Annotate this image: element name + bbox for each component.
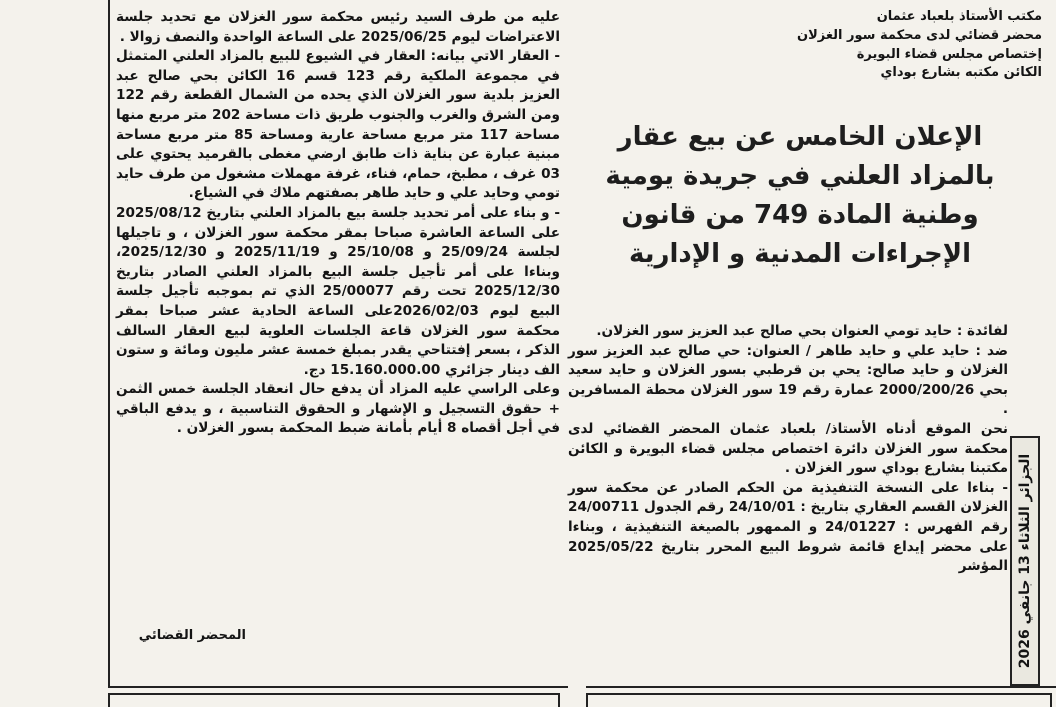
issue-date-text: الجزائر الثلاثاء 13 جانفي 2026 [1017, 453, 1033, 669]
issue-date-label [1010, 436, 1040, 686]
left-paragraph-3: - و بناء على أمر تحديد جلسة بيع بالمزاد العلني بتاريخ 2025/08/12 على الساعة العاشرة صباحا بمقر محكمة سور الغزلان ، و تاجيلها لجلسة 25/09/24 و 25/10/08 و 2025/11/19 و 2025/12/30، وبناءا على أمر تأجيل جلسة البيع بالمزاد العلني الصادر بتاريخ 2025/12/30 تحت رقم 25/00077 الذي تم بموجبه تأجيل جلسة البيع ليوم 2026/02/03على الساعة الحادية عشر صباحا بمقر محكمة سور الغزلان قاعة الجلسات العلوية لبيع العقار السالف الذكر ، بسعر إفتتاحي يقدر بمبلغ خمسة عشر مليون ومائة و ستون الف دينار جزائري 15.160.000.00 دج. [116, 204, 560, 378]
office-line-1: مكتب الأستاذ بلعباد عثمان [876, 9, 1042, 24]
next-article-box-left [108, 693, 560, 707]
left-column [116, 8, 560, 439]
column-divider [108, 0, 110, 688]
office-line-4: الكائن مكتبه بشارع بوداي [880, 65, 1042, 81]
left-paragraph-4: وعلى الراسي عليه المزاد أن يدفع حال انعقاد الجلسة خمس الثمن + حقوق التسجيل و الإشهار و الحقوق التناسبية ، و يدفع الباقي في أجل أقصاه 8 أيام بأمانة ضبط المحكمة بسور الغزلان . [116, 381, 560, 437]
office-line-2: محضر قضائي لدى محكمة سور الغزلان [796, 27, 1042, 43]
right-column-body [568, 322, 1008, 577]
right-paragraph-1: لفائدة : حايد تومي العنوان بحي صالح عبد العزيز سور الغزلان. [596, 323, 1008, 339]
bottom-rule-right [586, 686, 1056, 688]
announcement-title: الإعلان الخامس عن بيع عقار بالمزاد العلني في جريدة يومية وطنية المادة 749 من قانون الإجراءات المدنية و الإدارية [605, 122, 995, 269]
right-paragraph-4: - بناءا على النسخة التنفيذية من الحكم الصادر عن محكمة سور الغزلان القسم العقاري بتاريخ : 24/10/01 رقم الجدول 24/00711 رقم الفهرس : 24/01227 و الممهور بالصيغة التنفيذية ، وبناءا على محضر إيداع قائمة شروط البيع المحرر بتاريخ 2025/05/22 المؤشر [568, 479, 1008, 575]
next-article-box-right [586, 693, 1052, 707]
office-line-3: إختصاص مجلس قضاء البويرة [856, 46, 1042, 62]
left-paragraph-2: - العقار الاتي بيانه: العقار في الشيوع للبيع بالمزاد العلني المتمثل في مجموعة الملكية رقم 123 قسم 16 الكائن بحي صالح عبد العزيز بلدية سور الغزلان الذي يحده من الشمال القطعة رقم 122 ومن الشرق والغرب والجنوب طريق ذات مساحة 202 متر مربع منها مساحة 117 متر مربع مساحة عارية ومساحة 85 متر مربع مساحة مبنية عبارة عن بناية ذات طابق ارضي مغطى بالقرميد يحتوي على 03 غرف ، مطبخ، حمام، فناء، غرفة مهملات مشغول من طرف حايد تومي وحايد علي و حايد طاهر بصفتهم ملاك في الشياع. [116, 48, 560, 202]
signature: المحضر القضائي [138, 628, 246, 643]
right-paragraph-3: نحن الموقع أدناه الأستاذ/ بلعباد عثمان المحضر القضائي لدى محكمة سور الغزلان دائرة اختصاص مجلس قضاء البويرة و الكائن مكتبنا بشارع بوداي سور الغزلان . [568, 420, 1008, 477]
left-paragraph-1: عليه من طرف السيد رئيس محكمة سور الغزلان مع تحديد جلسة الاعتراضات ليوم 2025/06/25 على الساعة الواحدة والنصف زوالا . [116, 9, 560, 45]
office-header [632, 8, 1042, 83]
bottom-rule-left [108, 686, 568, 688]
right-paragraph-2: ضد : حايد علي و حايد طاهر / العنوان: حي صالح عبد العزيز سور الغزلان و حايد صالح: يحي بن قرطبي بسور الغزلان و حايد سعيد بحي 2000/200/26 عمارة رقم 19 سور الغزلان محطة المسافرين . [568, 342, 1008, 418]
